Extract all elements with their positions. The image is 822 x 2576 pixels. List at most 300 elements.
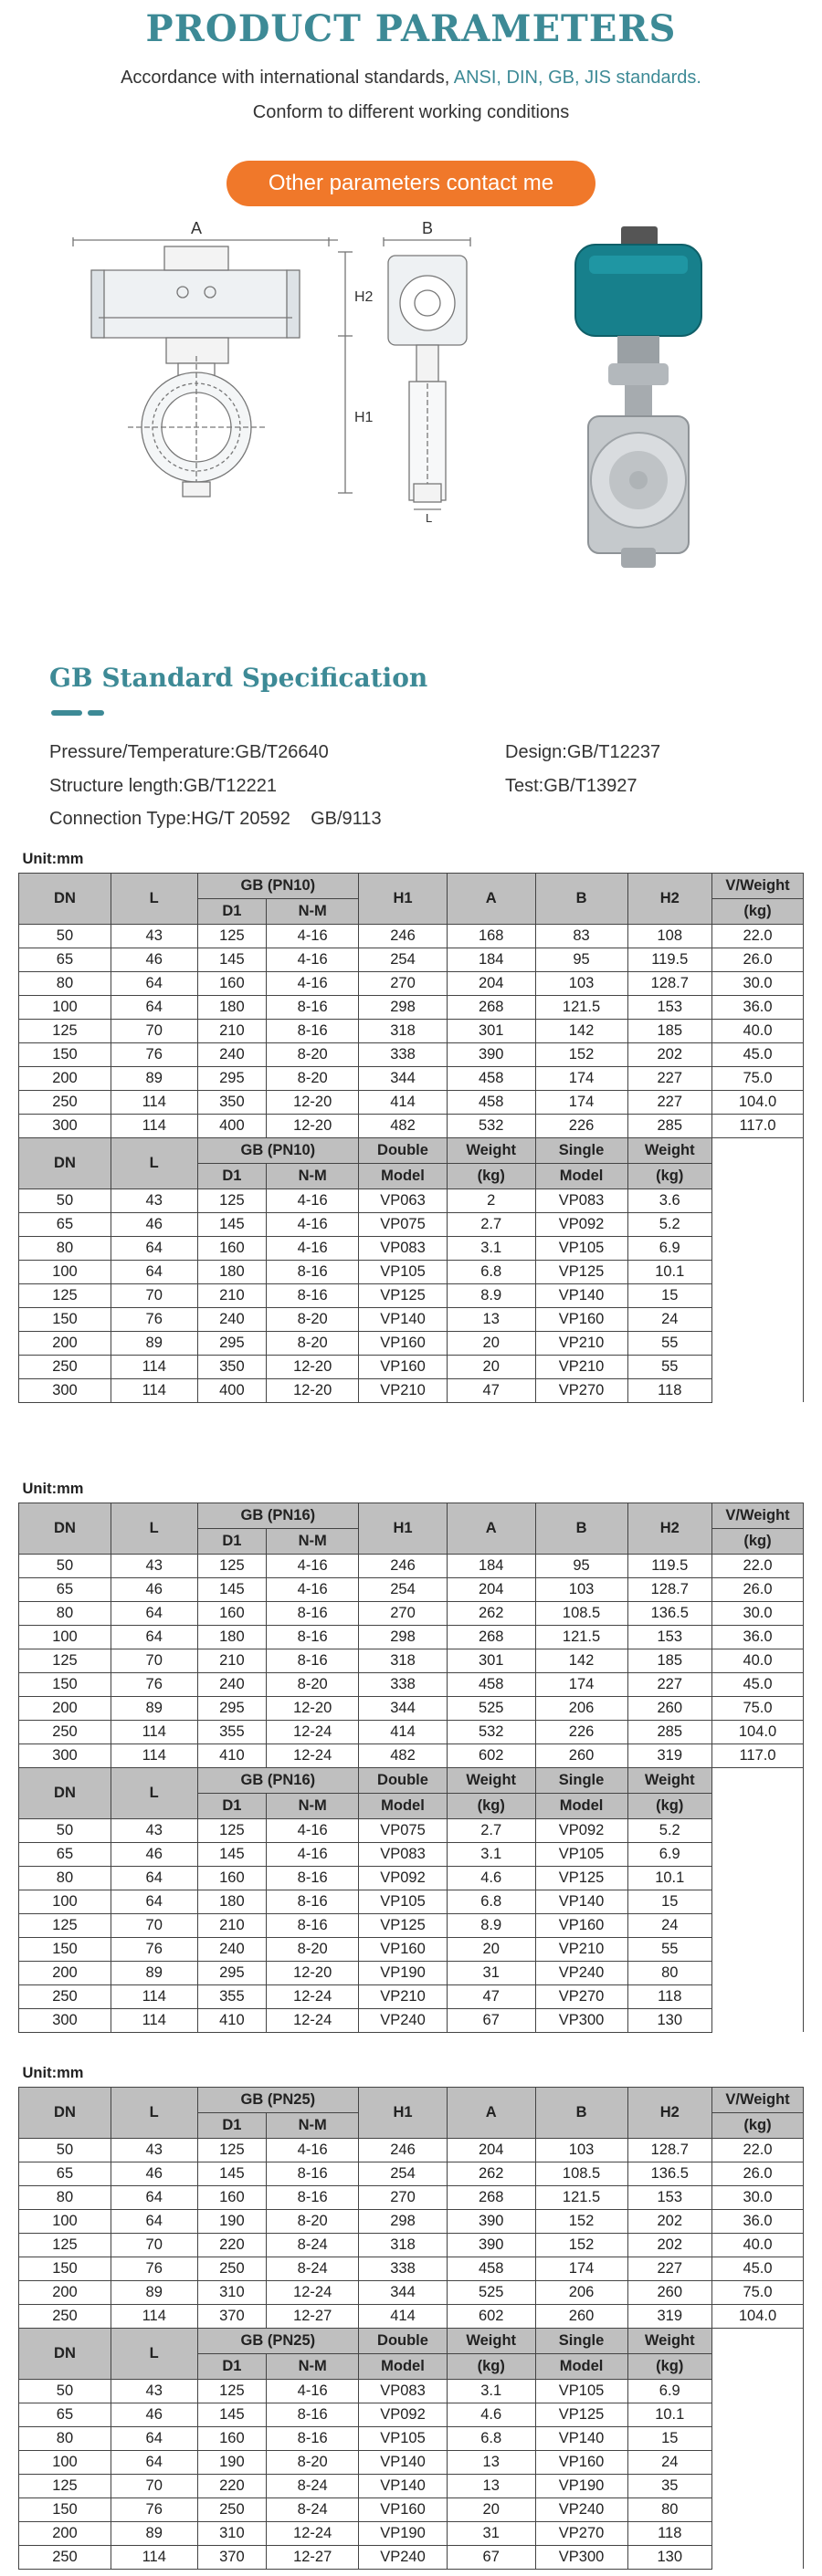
cell-d1: 190 [197, 2450, 267, 2474]
cell-dn: 200 [19, 1066, 111, 1090]
cell-l: 76 [111, 2257, 197, 2280]
col-header-dn: DN [19, 2087, 111, 2138]
cell-h1: 414 [359, 1090, 448, 1114]
cell-dn: 100 [19, 2450, 111, 2474]
cell-h2: 227 [627, 2257, 712, 2280]
cell-h2: 128.7 [627, 971, 712, 995]
cell-a: 458 [447, 1090, 535, 1114]
col-header-single: Single [535, 1137, 627, 1163]
cell-dn: 100 [19, 1890, 111, 1913]
cell-l: 64 [111, 1236, 197, 1260]
cell-h1: 298 [359, 1625, 448, 1649]
cell-dn: 100 [19, 1625, 111, 1649]
cell-a: 262 [447, 1601, 535, 1625]
cell-nm: 12-24 [267, 1744, 359, 1767]
table-row [19, 2497, 804, 2521]
cell-double-model: VP140 [359, 2474, 448, 2497]
cell-double-weight: 31 [447, 2521, 535, 2545]
spec-pressure: Pressure/Temperature:GB/T26640 [49, 742, 329, 762]
col-header-kg: (kg) [447, 2353, 535, 2379]
col-header-weight: Weight [627, 1767, 712, 1793]
cell-nm: 12-24 [267, 2008, 359, 2032]
cell-l: 43 [111, 1189, 197, 1212]
table-row [19, 2545, 804, 2569]
cell-double-model: VP075 [359, 1212, 448, 1236]
standards-line [0, 68, 822, 89]
table-row [19, 2280, 804, 2304]
page-title: PRODUCT PARAMETERS [145, 7, 677, 50]
cell-h2: 202 [627, 1042, 712, 1066]
col-header-d1: D1 [197, 1793, 267, 1818]
col-header-l: L [111, 2087, 197, 2138]
table-row [19, 924, 804, 948]
unit-label: Unit:mm [19, 2059, 804, 2087]
cell-double-model: VP063 [359, 1189, 448, 1212]
cell-nm: 8-20 [267, 2450, 359, 2474]
cell-b: 103 [535, 1577, 627, 1601]
side-view-drawing [384, 237, 470, 509]
cell-d1: 240 [197, 1937, 267, 1961]
spec-table-pn16 [18, 1475, 804, 2033]
col-header-a: A [447, 2087, 535, 2138]
cell-dn: 200 [19, 1961, 111, 1984]
cell-double-weight: 2.7 [447, 1212, 535, 1236]
cell-single-model: VP210 [535, 1331, 627, 1355]
col-header-single: Single [535, 2328, 627, 2353]
cell-l: 64 [111, 1260, 197, 1283]
cell-single-weight: 15 [627, 2426, 712, 2450]
cell-b: 142 [535, 1019, 627, 1042]
col-header-kg: (kg) [712, 2112, 804, 2138]
cell-d1: 250 [197, 2257, 267, 2280]
col-header-l: L [111, 873, 197, 924]
cell-h2: 260 [627, 2280, 712, 2304]
front-view-drawing [73, 237, 353, 497]
cell-d1: 145 [197, 2162, 267, 2185]
col-header-b: B [535, 2087, 627, 2138]
cell-nm: 12-27 [267, 2304, 359, 2328]
col-header-d1: D1 [197, 1163, 267, 1189]
cell-a: 184 [447, 948, 535, 971]
contact-button[interactable]: Other parameters contact me [227, 161, 595, 206]
cell-h1: 270 [359, 1601, 448, 1625]
table-row [19, 1577, 804, 1601]
cell-nm: 4-16 [267, 1577, 359, 1601]
cell-single-model: VP125 [535, 2403, 627, 2426]
cell-double-model: VP190 [359, 2521, 448, 2545]
cell-dn: 300 [19, 1378, 111, 1402]
cell-nm: 12-24 [267, 1720, 359, 1744]
cell-single-model: VP125 [535, 1866, 627, 1890]
cell-single-model: VP140 [535, 1283, 627, 1307]
cell-nm: 12-24 [267, 2521, 359, 2545]
col-header-kg: (kg) [447, 1163, 535, 1189]
cell-single-model: VP160 [535, 2450, 627, 2474]
cell-h2: 128.7 [627, 2138, 712, 2162]
table-row [19, 1212, 804, 1236]
blank-cell [712, 1767, 804, 2032]
cell-a: 602 [447, 2304, 535, 2328]
table-row [19, 971, 804, 995]
cell-l: 46 [111, 2162, 197, 2185]
cell-d1: 410 [197, 2008, 267, 2032]
cell-single-weight: 5.2 [627, 1818, 712, 1842]
cell-a: 532 [447, 1114, 535, 1137]
cell-l: 64 [111, 2209, 197, 2233]
cell-dn: 125 [19, 1019, 111, 1042]
cell-b: 103 [535, 2138, 627, 2162]
cell-a: 204 [447, 2138, 535, 2162]
cell-a: 458 [447, 1672, 535, 1696]
cell-h2: 260 [627, 1696, 712, 1720]
blank-cell [712, 1137, 804, 1402]
table-row [19, 2138, 804, 2162]
spec-table-pn10 [18, 845, 804, 1403]
cell-dn: 50 [19, 1554, 111, 1577]
cell-nm: 8-20 [267, 1066, 359, 1090]
cell-single-weight: 10.1 [627, 1866, 712, 1890]
cell-nm: 12-20 [267, 1090, 359, 1114]
cell-h1: 254 [359, 2162, 448, 2185]
cell-l: 70 [111, 2233, 197, 2257]
table-row [19, 1114, 804, 1137]
cell-dn: 125 [19, 2474, 111, 2497]
table-row [19, 1090, 804, 1114]
cell-nm: 8-16 [267, 1019, 359, 1042]
table-row [19, 2450, 804, 2474]
cell-dn: 300 [19, 1114, 111, 1137]
cell-h2: 185 [627, 1019, 712, 1042]
cell-single-model: VP160 [535, 1913, 627, 1937]
cell-a: 390 [447, 2233, 535, 2257]
cell-h1: 344 [359, 1696, 448, 1720]
cell-single-model: VP270 [535, 1984, 627, 2008]
col-header-vweight: V/Weight [712, 873, 804, 898]
cell-dn: 65 [19, 948, 111, 971]
title-underline [51, 710, 110, 727]
cell-l: 64 [111, 971, 197, 995]
spec-test: Test:GB/T13927 [505, 776, 638, 796]
cell-double-model: VP160 [359, 1355, 448, 1378]
cell-weight: 36.0 [712, 1625, 804, 1649]
cell-b: 206 [535, 2280, 627, 2304]
table-row [19, 1866, 804, 1890]
table-row [19, 2426, 804, 2450]
cell-b: 121.5 [535, 1625, 627, 1649]
cell-single-weight: 6.9 [627, 1236, 712, 1260]
table-row [19, 948, 804, 971]
cell-h1: 414 [359, 2304, 448, 2328]
cell-d1: 240 [197, 1672, 267, 1696]
cell-b: 83 [535, 924, 627, 948]
table-row [19, 1720, 804, 1744]
cell-nm: 4-16 [267, 1236, 359, 1260]
cell-dn: 300 [19, 2008, 111, 2032]
cell-double-model: VP240 [359, 2008, 448, 2032]
cell-double-weight: 13 [447, 2474, 535, 2497]
blank-cell [712, 2328, 804, 2569]
table-row [19, 2304, 804, 2328]
cell-double-model: VP190 [359, 1961, 448, 1984]
cell-h1: 298 [359, 2209, 448, 2233]
cell-weight: 104.0 [712, 2304, 804, 2328]
section-title: GB Standard Specification [49, 663, 428, 693]
cell-b: 121.5 [535, 2185, 627, 2209]
cell-nm: 8-16 [267, 1601, 359, 1625]
cell-l: 46 [111, 1577, 197, 1601]
cell-d1: 145 [197, 1212, 267, 1236]
cell-single-weight: 5.2 [627, 1212, 712, 1236]
cell-nm: 4-16 [267, 2379, 359, 2403]
cell-h2: 285 [627, 1114, 712, 1137]
col-header-h1: H1 [359, 873, 448, 924]
col-header-kg: (kg) [627, 2353, 712, 2379]
col-header-kg: (kg) [447, 1793, 535, 1818]
col-header-gb: GB (PN10) [197, 873, 359, 898]
col-header-double: Double [359, 1137, 448, 1163]
cell-weight: 26.0 [712, 1577, 804, 1601]
cell-weight: 36.0 [712, 2209, 804, 2233]
col-header-model: Model [535, 1163, 627, 1189]
col-header-model: Model [535, 2353, 627, 2379]
cell-weight: 30.0 [712, 1601, 804, 1625]
cell-nm: 4-16 [267, 1818, 359, 1842]
cell-d1: 210 [197, 1019, 267, 1042]
col-header-b: B [535, 873, 627, 924]
col-header-kg: (kg) [712, 898, 804, 924]
cell-nm: 4-16 [267, 948, 359, 971]
cell-single-model: VP092 [535, 1818, 627, 1842]
table-row [19, 1696, 804, 1720]
cell-d1: 295 [197, 1961, 267, 1984]
cell-single-model: VP092 [535, 1212, 627, 1236]
cell-nm: 12-27 [267, 2545, 359, 2569]
cell-double-model: VP140 [359, 1307, 448, 1331]
cell-d1: 370 [197, 2545, 267, 2569]
cell-h2: 227 [627, 1066, 712, 1090]
col-header-weight: Weight [627, 1137, 712, 1163]
cell-dn: 125 [19, 1913, 111, 1937]
cell-d1: 145 [197, 948, 267, 971]
cell-b: 152 [535, 1042, 627, 1066]
cell-nm: 8-16 [267, 1649, 359, 1672]
cell-l: 114 [111, 2008, 197, 2032]
table-row [19, 1842, 804, 1866]
dimension-label-l: L [426, 511, 433, 525]
table-row [19, 1649, 804, 1672]
col-header-dn: DN [19, 1767, 111, 1818]
cell-b: 206 [535, 1696, 627, 1720]
col-header-dn: DN [19, 1503, 111, 1554]
cell-single-model: VP270 [535, 1378, 627, 1402]
cell-l: 89 [111, 2280, 197, 2304]
cell-b: 174 [535, 1672, 627, 1696]
cell-double-model: VP105 [359, 1260, 448, 1283]
cell-dn: 65 [19, 2403, 111, 2426]
cell-h1: 254 [359, 1577, 448, 1601]
cell-nm: 8-20 [267, 1331, 359, 1355]
spec-connection: Connection Type:HG/T 20592 GB/9113 [49, 809, 382, 829]
cell-double-weight: 47 [447, 1984, 535, 2008]
col-header-gb: GB (PN10) [197, 1137, 359, 1163]
table-row [19, 995, 804, 1019]
cell-d1: 210 [197, 1649, 267, 1672]
cell-l: 43 [111, 924, 197, 948]
cell-h1: 414 [359, 1720, 448, 1744]
cell-h2: 202 [627, 2233, 712, 2257]
cell-l: 64 [111, 2450, 197, 2474]
cell-l: 76 [111, 1937, 197, 1961]
cell-dn: 80 [19, 1236, 111, 1260]
cell-nm: 12-20 [267, 1355, 359, 1378]
cell-double-model: VP105 [359, 1890, 448, 1913]
cell-weight: 22.0 [712, 1554, 804, 1577]
cell-double-weight: 6.8 [447, 2426, 535, 2450]
cell-single-weight: 6.9 [627, 1842, 712, 1866]
cell-d1: 350 [197, 1090, 267, 1114]
cell-h2: 108 [627, 924, 712, 948]
cell-weight: 117.0 [712, 1744, 804, 1767]
cell-d1: 295 [197, 1066, 267, 1090]
cell-weight: 36.0 [712, 995, 804, 1019]
cell-d1: 125 [197, 924, 267, 948]
cell-d1: 190 [197, 2209, 267, 2233]
cell-l: 64 [111, 2426, 197, 2450]
cell-nm: 12-20 [267, 1696, 359, 1720]
col-header-dn: DN [19, 1137, 111, 1189]
cell-h2: 136.5 [627, 1601, 712, 1625]
dimension-label-a: A [190, 219, 203, 237]
col-header-weight: Weight [627, 2328, 712, 2353]
cell-d1: 125 [197, 2379, 267, 2403]
cell-nm: 12-20 [267, 1378, 359, 1402]
cell-nm: 8-24 [267, 2474, 359, 2497]
cell-h1: 298 [359, 995, 448, 1019]
table-row [19, 1601, 804, 1625]
col-header-d1: D1 [197, 2112, 267, 2138]
cell-h1: 246 [359, 1554, 448, 1577]
cell-double-model: VP160 [359, 2497, 448, 2521]
table-row [19, 2403, 804, 2426]
cell-nm: 8-16 [267, 1260, 359, 1283]
table-row [19, 1283, 804, 1307]
cell-d1: 410 [197, 1744, 267, 1767]
cell-l: 76 [111, 2497, 197, 2521]
cell-double-model: VP160 [359, 1937, 448, 1961]
cell-weight: 22.0 [712, 924, 804, 948]
cell-dn: 200 [19, 1696, 111, 1720]
cell-l: 76 [111, 1672, 197, 1696]
cell-dn: 65 [19, 1842, 111, 1866]
cell-b: 174 [535, 2257, 627, 2280]
cell-l: 43 [111, 1554, 197, 1577]
cell-double-weight: 2 [447, 1189, 535, 1212]
cell-single-model: VP240 [535, 1961, 627, 1984]
cell-double-model: VP092 [359, 1866, 448, 1890]
col-header-kg: (kg) [627, 1163, 712, 1189]
col-header-kg: (kg) [627, 1793, 712, 1818]
standards-accent: ANSI, DIN, GB, JIS standards. [453, 68, 701, 88]
cell-single-model: VP240 [535, 2497, 627, 2521]
cell-b: 152 [535, 2209, 627, 2233]
cell-dn: 50 [19, 1818, 111, 1842]
cell-l: 114 [111, 1984, 197, 2008]
cell-h2: 285 [627, 1720, 712, 1744]
col-header-nm: N-M [267, 898, 359, 924]
col-header-kg: (kg) [712, 1528, 804, 1554]
cell-h2: 153 [627, 1625, 712, 1649]
cell-b: 226 [535, 1114, 627, 1137]
cell-l: 114 [111, 1720, 197, 1744]
table-row [19, 1625, 804, 1649]
cell-a: 204 [447, 1577, 535, 1601]
cell-b: 142 [535, 1649, 627, 1672]
cell-h2: 128.7 [627, 1577, 712, 1601]
table-row [19, 1378, 804, 1402]
cell-double-model: VP210 [359, 1378, 448, 1402]
cell-single-weight: 118 [627, 1984, 712, 2008]
cell-dn: 200 [19, 1331, 111, 1355]
cell-double-weight: 3.1 [447, 1236, 535, 1260]
cell-dn: 80 [19, 1601, 111, 1625]
cell-l: 70 [111, 2474, 197, 2497]
cell-nm: 4-16 [267, 1212, 359, 1236]
cell-d1: 125 [197, 2138, 267, 2162]
cell-a: 268 [447, 995, 535, 1019]
cell-b: 174 [535, 1066, 627, 1090]
cell-nm: 8-24 [267, 2233, 359, 2257]
cell-d1: 210 [197, 1913, 267, 1937]
col-header-model: Model [359, 2353, 448, 2379]
cell-h2: 319 [627, 2304, 712, 2328]
col-header-d1: D1 [197, 898, 267, 924]
cell-dn: 250 [19, 2545, 111, 2569]
cell-d1: 160 [197, 971, 267, 995]
col-header-l: L [111, 2328, 197, 2379]
cell-a: 525 [447, 1696, 535, 1720]
cell-a: 301 [447, 1649, 535, 1672]
cell-dn: 125 [19, 1649, 111, 1672]
cell-d1: 180 [197, 995, 267, 1019]
col-header-vweight: V/Weight [712, 1503, 804, 1528]
cell-weight: 75.0 [712, 1066, 804, 1090]
table-row [19, 2209, 804, 2233]
col-header-model: Model [359, 1163, 448, 1189]
cell-single-weight: 80 [627, 2497, 712, 2521]
cell-h1: 246 [359, 2138, 448, 2162]
cell-dn: 300 [19, 1744, 111, 1767]
cell-h1: 318 [359, 1019, 448, 1042]
cell-weight: 26.0 [712, 2162, 804, 2185]
cell-double-weight: 2.7 [447, 1818, 535, 1842]
cell-double-model: VP125 [359, 1913, 448, 1937]
cell-d1: 145 [197, 1842, 267, 1866]
cell-double-weight: 3.1 [447, 1842, 535, 1866]
spec-design: Design:GB/T12237 [505, 742, 661, 762]
table-row [19, 2233, 804, 2257]
col-header-model: Model [359, 1793, 448, 1818]
cell-l: 89 [111, 1696, 197, 1720]
cell-dn: 125 [19, 2233, 111, 2257]
cell-weight: 30.0 [712, 2185, 804, 2209]
cell-d1: 125 [197, 1554, 267, 1577]
table-row [19, 1554, 804, 1577]
cell-nm: 8-20 [267, 1042, 359, 1066]
col-header-double: Double [359, 1767, 448, 1793]
cell-b: 103 [535, 971, 627, 995]
cell-d1: 220 [197, 2233, 267, 2257]
table-row [19, 1672, 804, 1696]
